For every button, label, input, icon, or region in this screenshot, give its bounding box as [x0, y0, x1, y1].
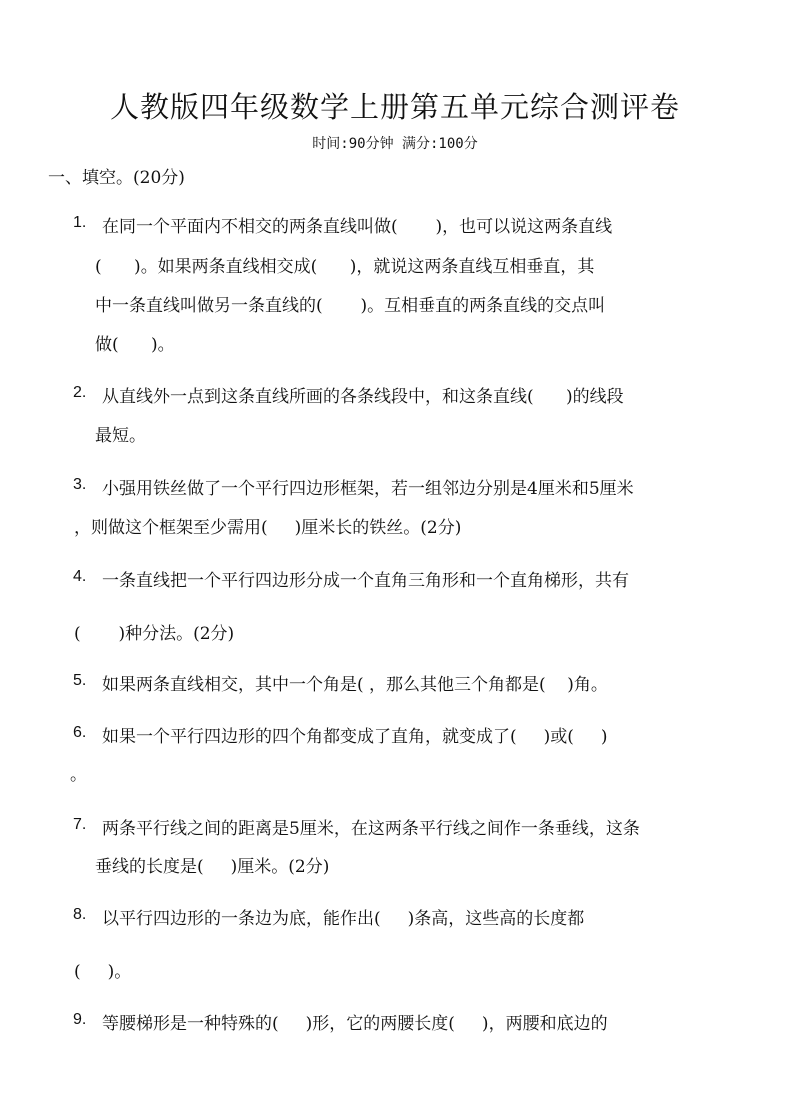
question-text: ( )种分法。(2分) [74, 624, 235, 644]
question-text: ( )。 [74, 962, 132, 982]
question-text: ( )。如果两条直线相交成( )，就说这两条直线互相垂直，其 [95, 257, 595, 277]
question-text: 小强用铁丝做了一个平行四边形框架，若一组邻边分别是4厘米和5厘米 [102, 479, 634, 499]
question-text: 。 [70, 765, 87, 785]
question-number: 2. [73, 384, 87, 401]
question-text: 做( )。 [95, 335, 175, 355]
question-number: 3. [73, 476, 87, 493]
question-text: 最短。 [95, 426, 146, 446]
question-text: 如果两条直线相交，其中一个角是( ，那么其他三个角都是( )角。 [102, 675, 608, 695]
question-number: 7. [73, 816, 87, 833]
question-number: 6. [73, 724, 87, 741]
question-text: ，则做这个框架至少需用( )厘米长的铁丝。(2分) [74, 518, 462, 538]
exam-meta: 时间:90分钟 满分:100分 [312, 136, 478, 152]
question-text: 从直线外一点到这条直线所画的各条线段中，和这条直线( )的线段 [102, 387, 624, 407]
question-number: 9. [73, 1011, 87, 1028]
question-text: 两条平行线之间的距离是5厘米，在这两条平行线之间作一条垂线，这条 [102, 819, 640, 839]
question-number: 5. [73, 672, 87, 689]
question-number: 1. [73, 214, 87, 231]
question-text: 以平行四边形的一条边为底，能作出( )条高，这些高的长度都 [102, 909, 585, 929]
question-text: 一条直线把一个平行四边形分成一个直角三角形和一个直角梯形，共有 [102, 571, 629, 591]
question-text: 中一条直线叫做另一条直线的( )。互相垂直的两条直线的交点叫 [95, 296, 606, 316]
question-number: 8. [73, 906, 87, 923]
worksheet-title: 人教版四年级数学上册第五单元综合测评卷 [109, 90, 680, 124]
question-text: 在同一个平面内不相交的两条直线叫做( )，也可以说这两条直线 [102, 217, 613, 237]
question-number: 4. [73, 568, 87, 585]
question-text: 等腰梯形是一种特殊的( )形，它的两腰长度( )，两腰和底边的 [102, 1014, 608, 1034]
section-heading: 一、填空。(20分) [48, 168, 185, 188]
question-text: 垂线的长度是( )厘米。(2分) [95, 857, 330, 877]
question-text: 如果一个平行四边形的四个角都变成了直角，就变成了( )或( ) [102, 727, 608, 747]
